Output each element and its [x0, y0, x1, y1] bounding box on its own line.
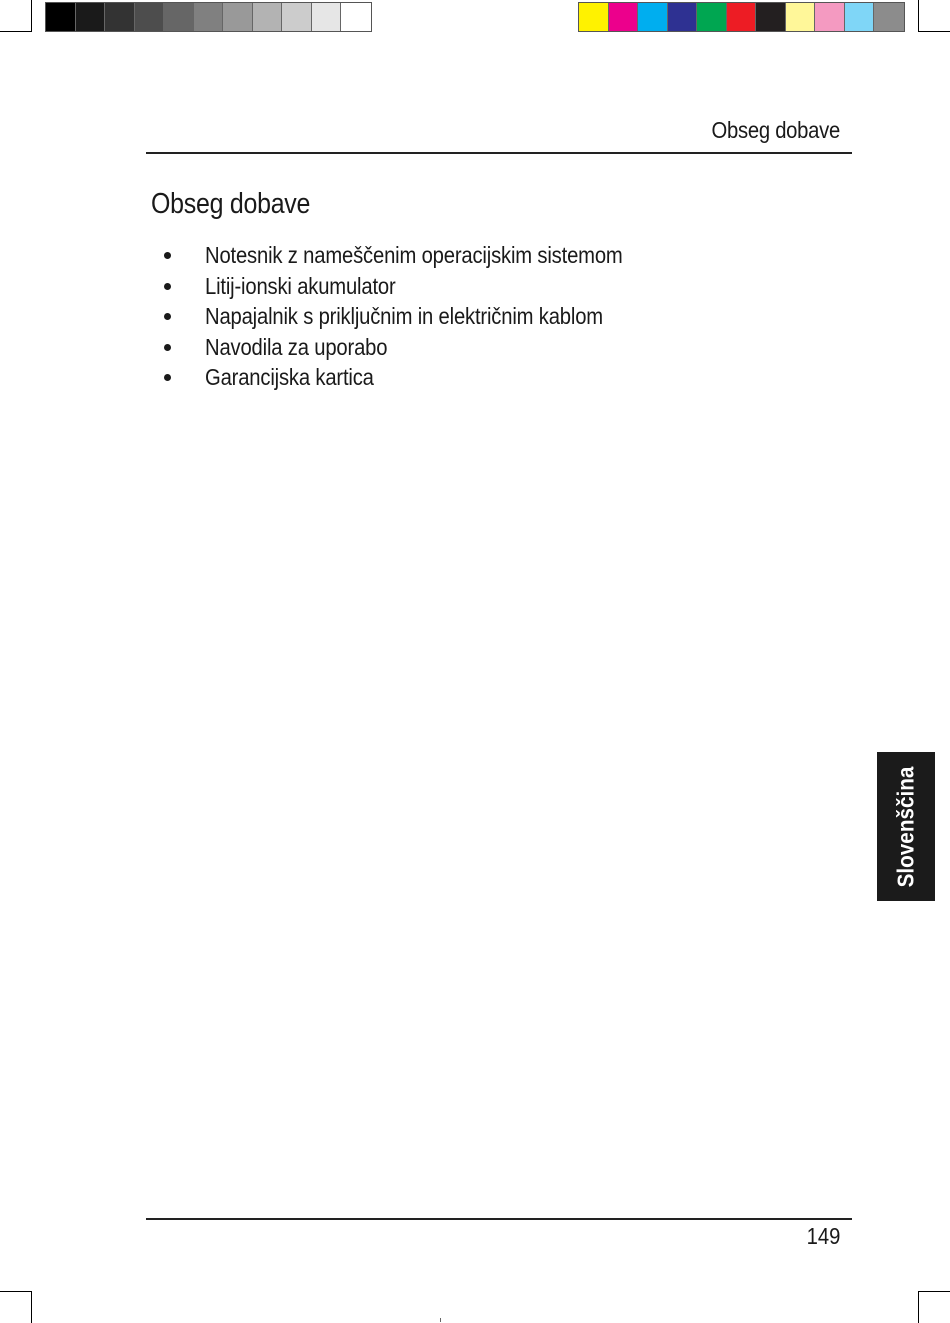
grayscale-swatch [164, 3, 194, 31]
grayscale-swatch [253, 3, 283, 31]
color-swatch [668, 3, 698, 31]
grayscale-swatch [46, 3, 76, 31]
crop-mark-bottom-left-h [0, 1291, 32, 1292]
color-swatch [845, 3, 875, 31]
grayscale-swatch [105, 3, 135, 31]
bullet-icon [164, 344, 171, 351]
grayscale-swatch [282, 3, 312, 31]
crop-mark-top-right-v [918, 0, 919, 32]
bottom-center-tick [440, 1318, 441, 1322]
list-item-text: Litij-ionski akumulator [205, 272, 396, 299]
list-item-text: Napajalnik s priključnim in električnim kablom [205, 303, 603, 329]
color-swatch [579, 3, 609, 31]
color-swatch [815, 3, 845, 31]
color-swatch [786, 3, 816, 31]
color-swatch [609, 3, 639, 31]
crop-mark-top-right-h [918, 31, 950, 32]
color-swatch [756, 3, 786, 31]
language-side-tab [877, 752, 935, 901]
crop-mark-bottom-right-v [918, 1291, 919, 1323]
list-item-text: Notesnik z nameščenim operacijskim sistemom [205, 242, 623, 268]
color-swatch [874, 3, 904, 31]
color-swatch [697, 3, 727, 31]
bullet-icon [164, 374, 171, 381]
list-item-text: Navodila za uporabo [205, 333, 388, 360]
list-item-text: Garancijska kartica [205, 364, 374, 390]
color-calibration-bar [578, 2, 905, 32]
language-tab-label: Slovenščina [892, 766, 919, 887]
grayscale-swatch [194, 3, 224, 31]
bullet-icon [164, 313, 171, 320]
grayscale-swatch [312, 3, 342, 31]
grayscale-swatch [223, 3, 253, 31]
grayscale-swatch [76, 3, 106, 31]
crop-mark-bottom-left-v [31, 1291, 32, 1323]
color-swatch [727, 3, 757, 31]
crop-mark-top-left-h [0, 31, 32, 32]
running-header-title: Obseg dobave [711, 117, 840, 143]
grayscale-swatch [341, 3, 371, 31]
bullet-icon [164, 283, 171, 290]
footer-rule [146, 1218, 852, 1220]
crop-mark-bottom-right-h [918, 1291, 950, 1292]
color-swatch [638, 3, 668, 31]
section-title: Obseg dobave [151, 188, 311, 220]
page-number: 149 [806, 1223, 840, 1249]
crop-mark-top-left-v [31, 0, 32, 32]
bullet-icon [164, 252, 171, 259]
grayscale-calibration-bar [45, 2, 372, 32]
header-rule [146, 152, 852, 154]
grayscale-swatch [135, 3, 165, 31]
